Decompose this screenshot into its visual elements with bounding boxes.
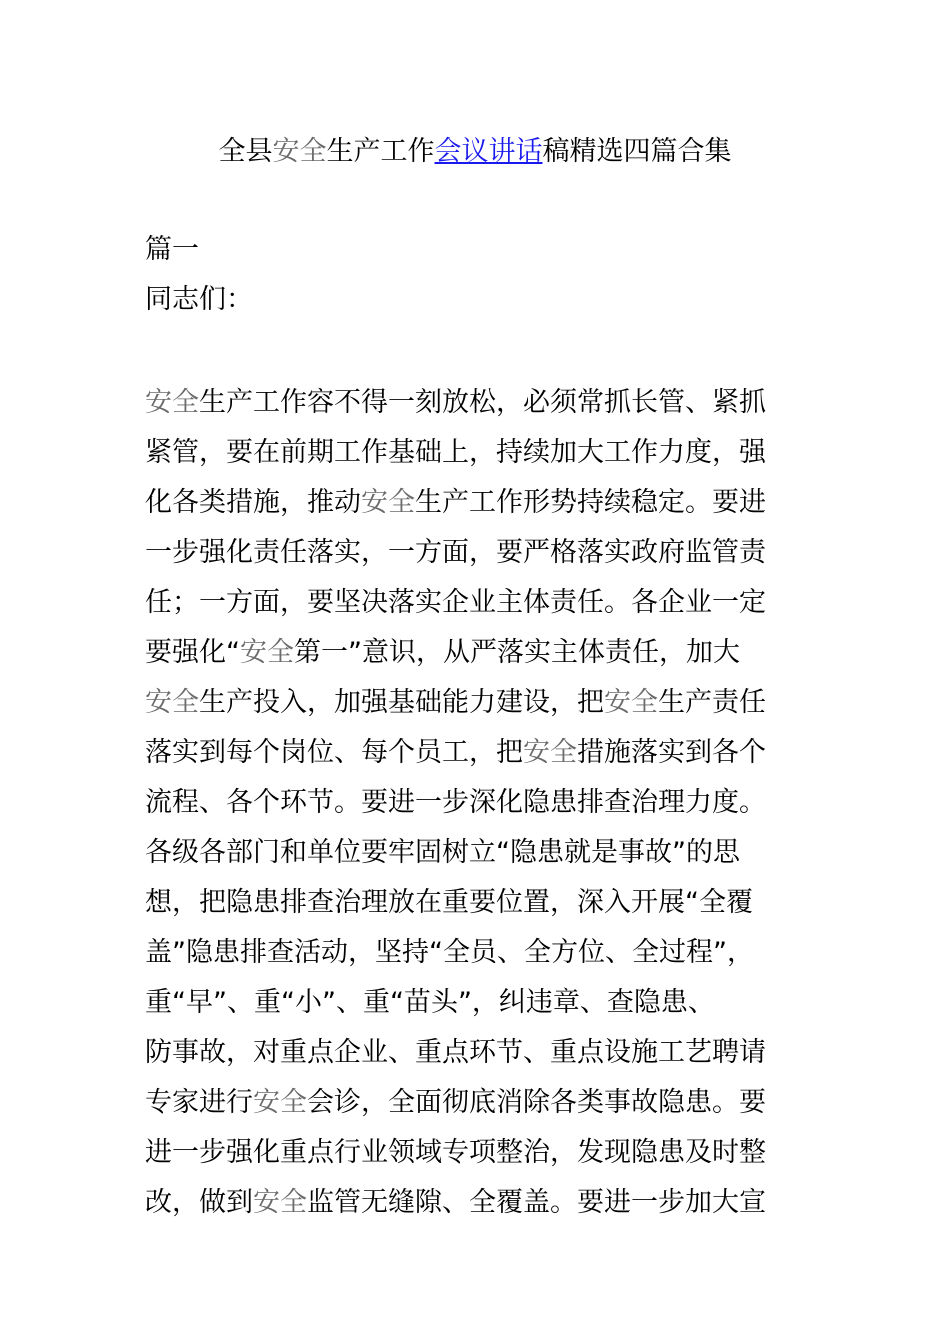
body-text-segment: 进一步强化重点行业领域专项整治，发现隐患及时整 bbox=[145, 1137, 766, 1168]
title-prefix: 全县 bbox=[218, 136, 273, 167]
body-text-segment: 各级各部门和单位要牢固树立“隐患就是事故”的思 bbox=[145, 837, 740, 868]
body-text-segment: 化各类措施，推动 bbox=[145, 487, 361, 518]
body-text-segment: 盖”隐患排查活动，坚持“全员、全方位、全过程”， bbox=[145, 937, 754, 968]
body-line bbox=[145, 1128, 835, 1178]
body-line bbox=[145, 928, 835, 978]
body-line bbox=[145, 628, 835, 678]
body-text-segment: 紧管，要在前期工作基础上，持续加大工作力度，强 bbox=[145, 437, 766, 468]
body-text-segment: 第一”意识，从严落实主体责任，加大 bbox=[294, 637, 740, 668]
body-line bbox=[145, 978, 835, 1028]
body-line bbox=[145, 528, 835, 578]
greeting: 同志们： bbox=[145, 284, 253, 315]
body-text-segment: 要强化“ bbox=[145, 637, 240, 668]
body-line bbox=[145, 578, 835, 628]
body-text-segment: 想，把隐患排查治理放在重要位置，深入开展“全覆 bbox=[145, 887, 753, 918]
body-text-segment: 防事故，对重点企业、重点环节、重点设施工艺聘请 bbox=[145, 1037, 766, 1068]
section-label: 篇一 bbox=[145, 234, 199, 265]
title-middle: 生产工作 bbox=[326, 136, 435, 167]
highlight-term: 安全 bbox=[523, 737, 577, 768]
body-paragraph bbox=[145, 378, 835, 1228]
body-line bbox=[145, 828, 835, 878]
body-line bbox=[145, 728, 835, 778]
body-text-segment: 流程、各个环节。要进一步深化隐患排查治理力度。 bbox=[145, 787, 766, 818]
body-line bbox=[145, 1028, 835, 1078]
body-text-segment: 生产工作容不得一刻放松，必须常抓长管、紧抓 bbox=[199, 387, 766, 418]
body-text-segment: 一步强化责任落实，一方面，要严格落实政府监管责 bbox=[145, 537, 766, 568]
body-text-segment: 措施落实到各个 bbox=[577, 737, 766, 768]
body-line bbox=[145, 878, 835, 928]
highlight-term: 安全 bbox=[253, 1187, 307, 1218]
title-highlight: 安全 bbox=[272, 136, 327, 167]
body-line bbox=[145, 1178, 835, 1228]
highlight-term: 安全 bbox=[361, 487, 415, 518]
body-line bbox=[145, 378, 835, 428]
body-line bbox=[145, 778, 835, 828]
body-text-segment: 会诊，全面彻底消除各类事故隐患。要 bbox=[307, 1087, 766, 1118]
highlight-term: 安全 bbox=[240, 637, 294, 668]
body-text-segment: 专家进行 bbox=[145, 1087, 253, 1118]
body-line bbox=[145, 428, 835, 478]
body-text-segment: 监管无缝隙、全覆盖。要进一步加大宣 bbox=[307, 1187, 766, 1218]
highlight-term: 安全 bbox=[253, 1087, 307, 1118]
body-text-segment: 重“早”、重“小”、重“苗头”，纠违章、查隐患、 bbox=[145, 987, 715, 1018]
body-text-segment: 生产责任 bbox=[658, 687, 766, 718]
title-link[interactable]: 会议讲话 bbox=[434, 136, 543, 167]
body-line bbox=[145, 1078, 835, 1128]
body-text-segment: 改，做到 bbox=[145, 1187, 253, 1218]
body-text-segment: 生产工作形势持续稳定。要进 bbox=[415, 487, 766, 518]
title-suffix: 稿精选四篇合集 bbox=[542, 136, 732, 167]
highlight-term: 安全 bbox=[604, 687, 658, 718]
body-text-segment: 任；一方面，要坚决落实企业主体责任。各企业一定 bbox=[145, 587, 766, 618]
body-text-segment: 生产投入，加强基础能力建设，把 bbox=[199, 687, 604, 718]
document-title bbox=[0, 132, 950, 172]
body-line bbox=[145, 678, 835, 728]
body-line bbox=[145, 478, 835, 528]
highlight-term: 安全 bbox=[145, 387, 199, 418]
highlight-term: 安全 bbox=[145, 687, 199, 718]
body-text-segment: 落实到每个岗位、每个员工，把 bbox=[145, 737, 523, 768]
